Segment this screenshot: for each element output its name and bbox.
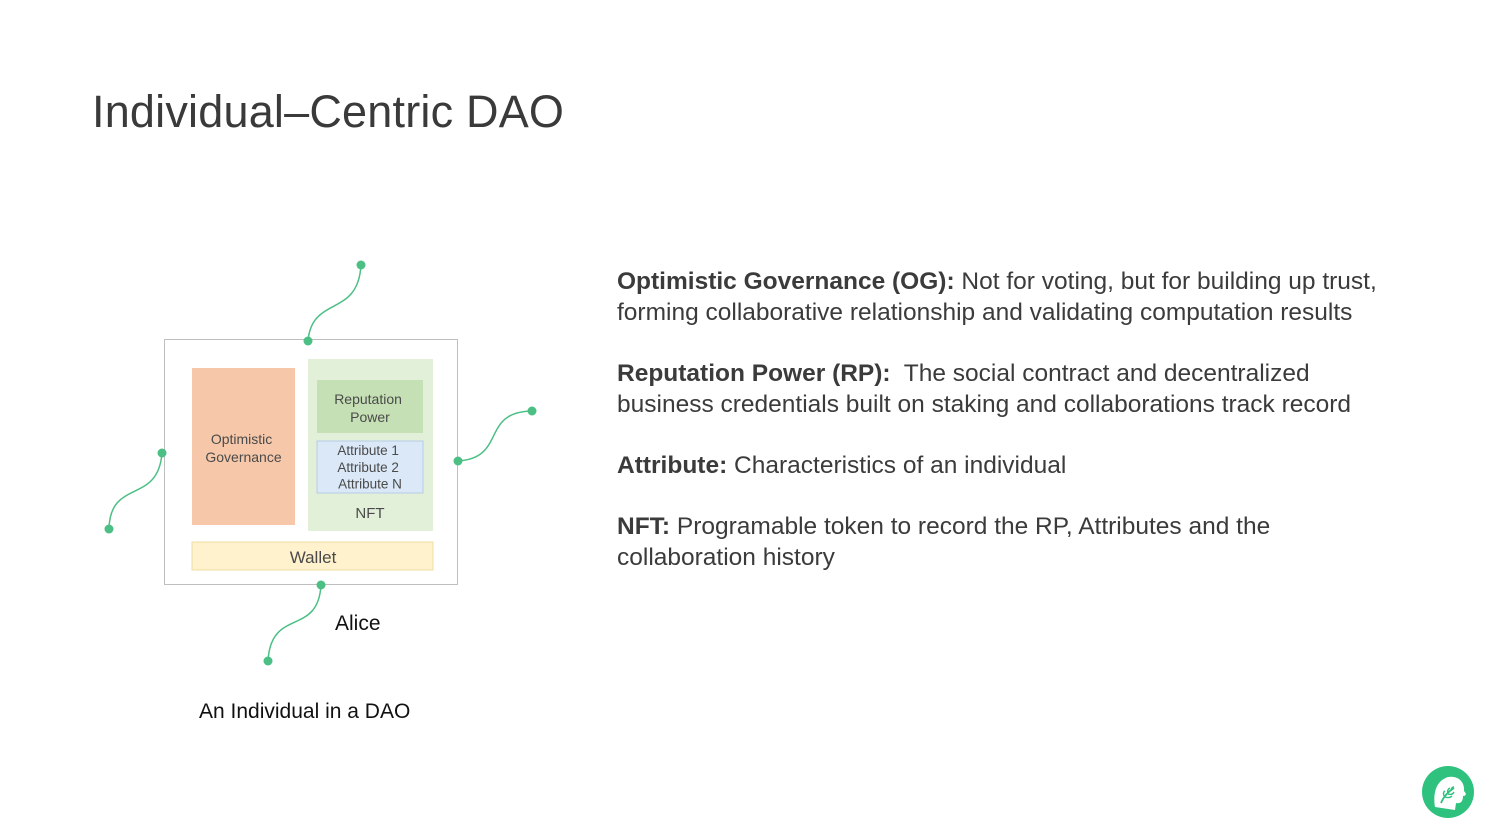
connector-node: [158, 449, 167, 458]
connector-left: [109, 453, 162, 529]
definition-nft: [617, 511, 1377, 573]
diagram-caption: An Individual in a DAO: [199, 700, 411, 723]
person-name: Alice: [335, 612, 381, 635]
slide-title: Individual–Centric DAO: [92, 86, 565, 137]
leaf-head-logo-icon: [1421, 765, 1475, 819]
nft-label: NFT: [355, 505, 385, 522]
connector-bottom: [268, 585, 321, 661]
definition-text: Characteristics of an individual: [727, 452, 1067, 479]
connector-right: [458, 411, 532, 461]
attributes-label: Attribute 1 Attribute 2 Attribute N: [337, 443, 402, 492]
connector-node: [454, 457, 463, 466]
definition-attribute: [617, 450, 1377, 481]
wallet-label: Wallet: [289, 548, 337, 567]
definition-term: Optimistic Governance (OG):: [617, 268, 955, 295]
definition-text: Not for voting, but for building up trust, forming collaborative relationship and validating computation results: [617, 268, 1377, 326]
connector-node: [528, 407, 537, 416]
connector-top: [308, 265, 361, 341]
definition-term: NFT:: [617, 513, 671, 540]
definition-text: Programable token to record the RP, Attributes and the collaboration history: [617, 513, 1271, 571]
definition-og: [617, 266, 1377, 328]
optimistic-governance-label: Optimistic Governance: [205, 431, 282, 465]
connector-node: [264, 657, 273, 666]
definition-term: Reputation Power (RP):: [617, 360, 891, 387]
reputation-power-label: Reputation Power: [334, 391, 402, 425]
definition-term: Attribute:: [617, 452, 728, 479]
definitions-list: [617, 266, 1377, 603]
connector-node: [304, 337, 313, 346]
connector-node: [105, 525, 114, 534]
connector-node: [357, 261, 366, 270]
definition-text: The social contract and decentralized business credentials built on staking and collaborations track record: [617, 360, 1352, 418]
definition-rp: [617, 358, 1377, 420]
connector-node: [317, 581, 326, 590]
